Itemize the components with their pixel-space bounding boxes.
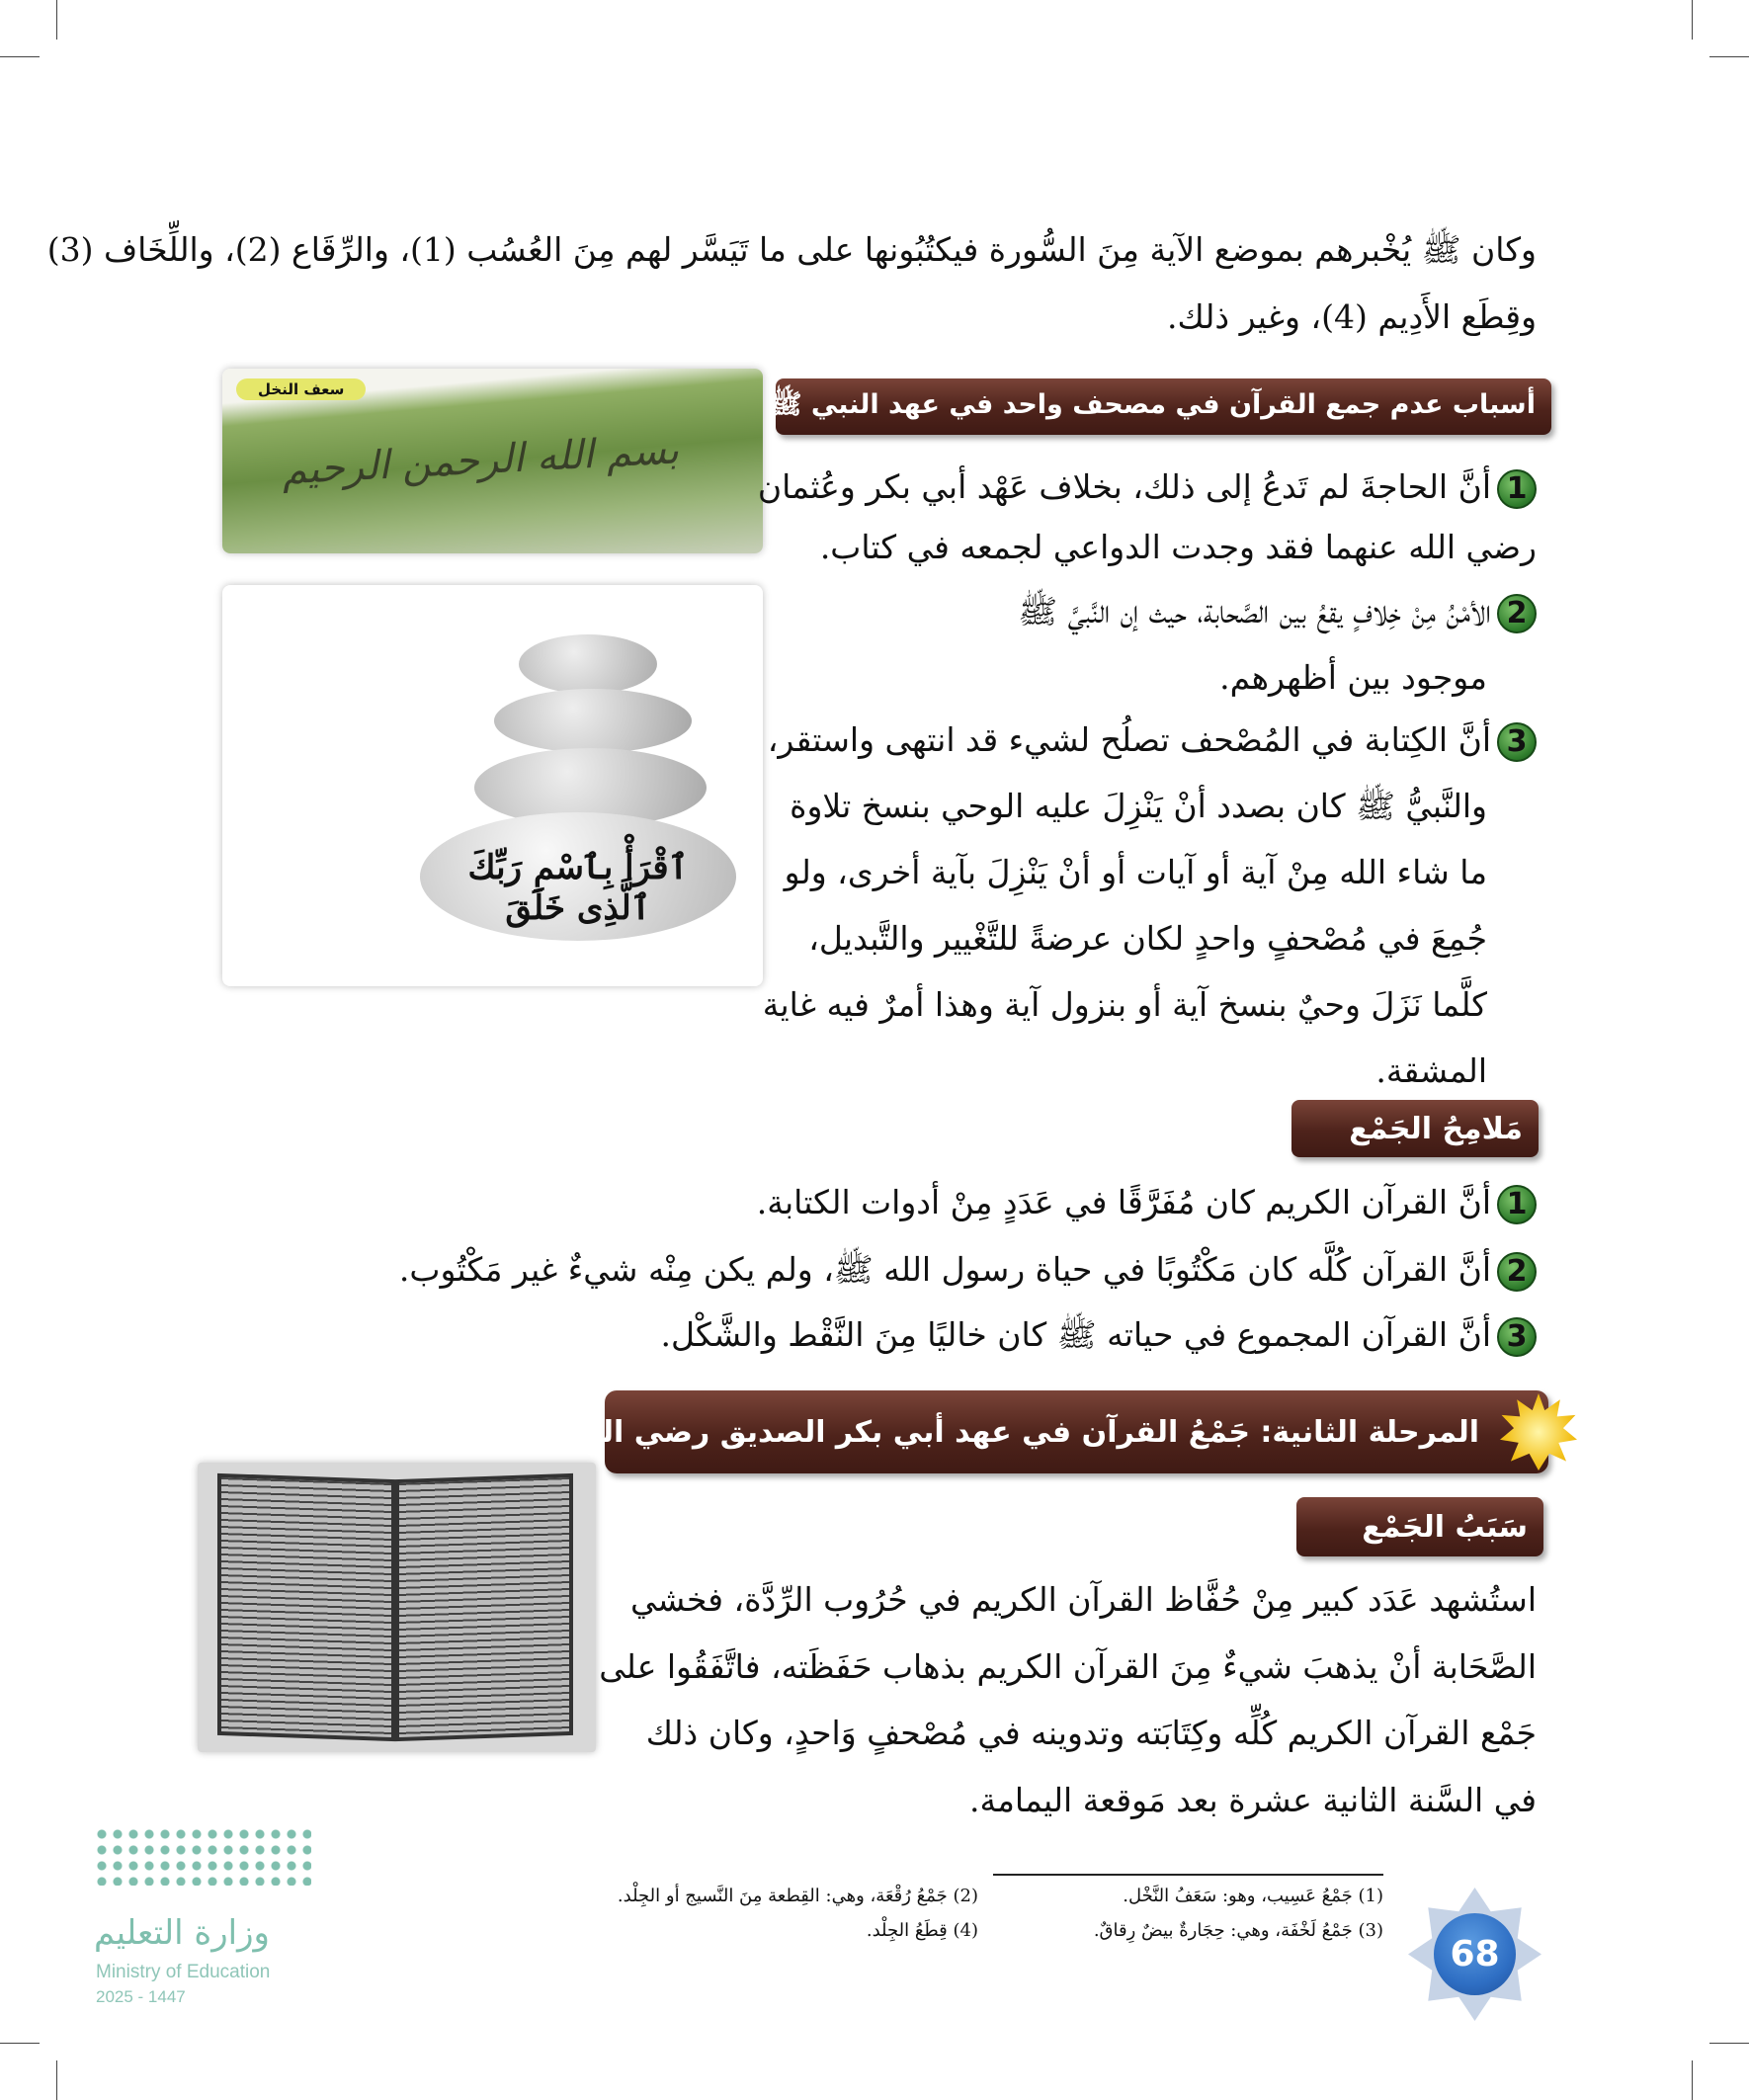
reason-item-2: 2الأمْنُ مِنْ خِلافٍ يقعُ بين الصَّحابة، حيث إن النَّبيَّ ﷺ — [1018, 591, 1537, 633]
reason-text: جُمِعَ في مُصْحفٍ واحدٍ لكان عرضةً للتَّغْيير والتَّبديل، — [808, 919, 1487, 958]
section-title: سَبَبُ الجَمْع — [1362, 1509, 1528, 1545]
feature-item: 3أنَّ القرآن المجموع في حياته ﷺ كان خاليًا مِنَ النَّقْط والشَّكْل. — [660, 1314, 1537, 1357]
stage-title: المرحلة الثانية: جَمْعُ القرآن في عهد أبي بكر الصديق رضي الله عنه. — [500, 1414, 1479, 1450]
intro-line: وقِطَع الأَدِيم (4)، وغير ذلك. — [1167, 297, 1537, 336]
ministry-logo-dots — [94, 1826, 311, 1886]
reason-text: والنَّبيُّ ﷺ كان بصدد أنْ يَنْزِلَ عليه الوحي بنسخ تلاوة — [790, 787, 1487, 825]
ministry-name-english: Ministry of Education — [96, 1962, 271, 1982]
reason-text: كلَّما نَزَلَ وحيٌ بنسخ آية أو بنزول آية وهذا أمرٌ فيه غاية — [762, 985, 1487, 1024]
footnote: (3) جَمْعُ لَخْفَة، وهي: حِجَارةٌ بيضٌ رِقاقٌ. — [1093, 1920, 1383, 1941]
number-badge: 1 — [1497, 469, 1537, 509]
section-header-reason — [1296, 1497, 1543, 1556]
section-title: مَلامِحُ الجَمْع — [1349, 1111, 1523, 1146]
ministry-year: 2025 - 1447 — [96, 1987, 186, 2006]
section-header-features — [1291, 1100, 1539, 1157]
crop-mark — [0, 56, 40, 57]
leaf-label: سعف النخل — [236, 378, 366, 400]
intro-line: وكان ﷺ يُخْبرهم بموضع الآية مِنَ السُّورة فيكتُبُونها على ما تَيَسَّر لهم مِنَ العُسُب (1)، والرِّقَاع (2)، واللِّخَاف (3) — [46, 230, 1537, 269]
crop-mark — [1709, 2043, 1749, 2044]
footnote-divider — [993, 1874, 1383, 1876]
reason-item-3: 3أنَّ الكِتابة في المُصْحف تصلُح لشيء قد انتهى واستقر، — [768, 719, 1537, 762]
leaf-writing: بسم الله الرحمن الرحيم — [281, 427, 680, 494]
number-badge: 3 — [1497, 722, 1537, 762]
number-badge: 3 — [1497, 1317, 1537, 1357]
crop-mark — [1692, 2060, 1693, 2100]
reason-text: موجود بين أظهرهم. — [1219, 658, 1487, 697]
crop-mark — [0, 2043, 40, 2044]
crop-mark — [56, 0, 57, 40]
reason-item-1: 1أنَّ الحاجةَ لم تَدعُ إلى ذلك، بخلاف عَهْد أبي بكر وعُثمان — [758, 466, 1537, 509]
ministry-name-arabic: وزارة التعليم — [94, 1913, 270, 1953]
feature-item: 2أنَّ القرآن كُلَّه كان مَكْتُوبًا في حياة رسول الله ﷺ، ولم يكن مِنْه شيءٌ غير مَكْتُوب. — [399, 1249, 1537, 1292]
reason-text: ما شاء الله مِنْ آية أو آيات أو أنْ يَنْزِلَ بآية أخرى، ولو — [784, 853, 1487, 891]
crop-mark — [56, 2060, 57, 2100]
number-badge: 2 — [1497, 594, 1537, 633]
paragraph-line: جَمْع القرآن الكريم كُلِّه وكِتَابَته وتدوينه في مُصْحفٍ وَاحدٍ، وكان ذلك — [645, 1714, 1537, 1752]
number-badge: 1 — [1497, 1185, 1537, 1224]
crop-mark — [1692, 0, 1693, 40]
number-badge: 2 — [1497, 1252, 1537, 1292]
paragraph-line: الصَّحَابة أنْ يذهبَ شيءٌ مِنَ القرآن الكريم بذهاب حَفَظَته، فاتَّفَقُوا على — [599, 1647, 1537, 1686]
footnote: (4) قِطَعُ الجِلْد. — [866, 1920, 978, 1941]
footnote: (2) جَمْعُ رُقْعَة، وهي: القِطعة مِنَ النَّسيج أو الجِلْد. — [617, 1886, 978, 1906]
paragraph-line: في السَّنة الثانية عشرة بعد مَوقعة اليمامة. — [969, 1781, 1537, 1819]
paragraph-line: استُشهد عَدَد كبير مِنْ حُفَّاظ القرآن الكريم في حُرُوب الرِّدَّة، فخشي — [630, 1580, 1537, 1619]
feature-item: 1أنَّ القرآن الكريم كان مُفَرَّقًا في عَدَدٍ مِنْ أدوات الكتابة. — [757, 1182, 1537, 1224]
footnote: (1) جَمْعُ عَسِيب، وهو: سَعَفُ النَّخْل. — [1123, 1886, 1383, 1906]
reason-text: المشقة. — [1375, 1051, 1487, 1090]
palm-leaf-image — [222, 369, 763, 553]
stone-verse: ٱقْرَأْ بِٱسْمِ رَبِّكَ ٱلَّذِى خَلَقَ — [467, 848, 689, 928]
section-header-reasons — [769, 378, 1551, 435]
stones-image — [222, 585, 763, 986]
stage-two-header — [500, 1390, 1548, 1473]
page-number: 68 — [1434, 1913, 1516, 1995]
section-title: أسباب عدم جمع القرآن في مصحف واحد في عهد النبي ﷺ — [769, 388, 1536, 420]
manuscript-image — [198, 1463, 596, 1752]
reason-text: رضي الله عنهما فقد وجدت الدواعي لجمعه في كتاب. — [819, 528, 1537, 566]
crop-mark — [1709, 56, 1749, 57]
